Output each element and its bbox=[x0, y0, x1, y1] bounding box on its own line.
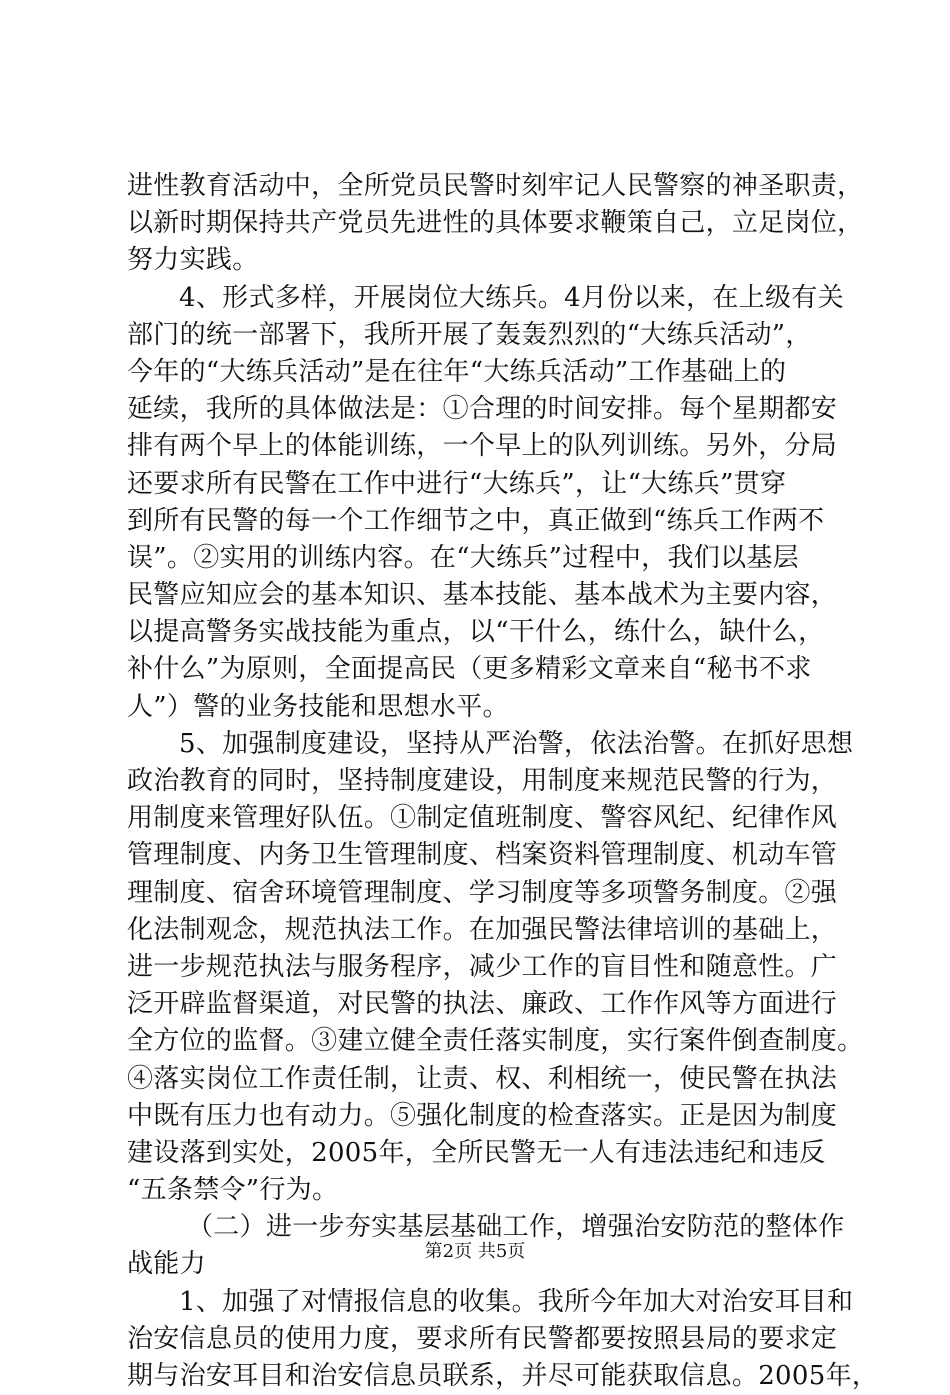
text-line: 中既有压力也有动力。⑤强化制度的检查落实。正是因为制度 bbox=[127, 1100, 838, 1131]
text-line: 以新时期保持共产党员先进性的具体要求鞭策自己，立足岗位， bbox=[127, 208, 864, 239]
section-heading-line: （二）进一步夯实基层基础工作，增强治安防范的整体作 bbox=[187, 1212, 845, 1243]
document-body bbox=[127, 168, 879, 1395]
text-line: 误”。②实用的训练内容。在“大练兵”过程中，我们以基层 bbox=[127, 542, 799, 573]
paragraph-start-line: 1、加强了对情报信息的收集。我所今年加大对治安耳目和 bbox=[179, 1286, 854, 1317]
text-line: “五条禁令”行为。 bbox=[127, 1175, 339, 1206]
text-line: 到所有民警的每一个工作细节之中，真正做到“练兵工作两不 bbox=[127, 505, 825, 536]
text-line: ④落实岗位工作责任制，让责、权、利相统一，使民警在执法 bbox=[127, 1063, 838, 1094]
text-line: 民警应知应会的基本知识、基本技能、基本战术为主要内容， bbox=[127, 580, 838, 611]
text-line: 政治教育的同时，坚持制度建设，用制度来规范民警的行为， bbox=[127, 766, 838, 796]
section-heading-line: 战能力 bbox=[127, 1249, 206, 1280]
text-line: 进一步规范执法与服务程序，减少工作的盲目性和随意性。广 bbox=[127, 951, 838, 982]
text-line: 理制度、宿舍环境管理制度、学习制度等多项警务制度。②强 bbox=[127, 877, 838, 908]
page-number-footer: 第2页 共5页 bbox=[424, 1241, 526, 1262]
text-line: 今年的“大练兵活动”是在往年“大练兵活动”工作基础上的 bbox=[127, 356, 787, 387]
text-line: 用制度来管理好队伍。①制定值班制度、警容风纪、纪律作风 bbox=[127, 803, 838, 834]
text-line: 管理制度、内务卫生管理制度、档案资料管理制度、机动车管 bbox=[127, 840, 838, 871]
text-line: 期与治安耳目和治安信息员联系，并尽可能获取信息。2005年， bbox=[127, 1361, 879, 1391]
text-line: 排有两个早上的体能训练，一个早上的队列训练。另外，分局 bbox=[127, 431, 838, 462]
text-line: 以提高警务实战技能为重点，以“干什么，练什么，缺什么， bbox=[127, 617, 825, 648]
text-line: 治安信息员的使用力度，要求所有民警都要按照县局的要求定 bbox=[127, 1323, 838, 1354]
text-line: 全方位的监督。③建立健全责任落实制度，实行案件倒查制度。 bbox=[127, 1026, 864, 1057]
text-line: 部门的统一部署下，我所开展了轰轰烈烈的“大练兵活动”， bbox=[127, 319, 812, 350]
paragraph-start-line: 4、形式多样，开展岗位大练兵。4月份以来，在上级有关 bbox=[179, 282, 844, 313]
text-line: 补什么”为原则，全面提高民（更多精彩文章来自“秘书不求 bbox=[127, 654, 812, 685]
text-line: 延续，我所的具体做法是：①合理的时间安排。每个星期都安 bbox=[127, 394, 838, 425]
text-line: 建设落到实处，2005年，全所民警无一人有违法违纪和违反 bbox=[127, 1137, 826, 1168]
text-line: 人”）警的业务技能和思想水平。 bbox=[127, 691, 509, 722]
text-line: 化法制观念，规范执法工作。在加强民警法律培训的基础上， bbox=[127, 914, 838, 945]
text-line: 还要求所有民警在工作中进行“大练兵”，让“大练兵”贯穿 bbox=[127, 468, 787, 499]
paragraph-start-line: 5、加强制度建设，坚持从严治警，依法治警。在抓好思想 bbox=[179, 728, 854, 759]
text-line: 进性教育活动中，全所党员民警时刻牢记人民警察的神圣职责， bbox=[127, 171, 864, 201]
text-line: 泛开辟监督渠道，对民警的执法、廉政、工作作风等方面进行 bbox=[127, 989, 838, 1020]
text-line: 努力实践。 bbox=[127, 245, 259, 276]
